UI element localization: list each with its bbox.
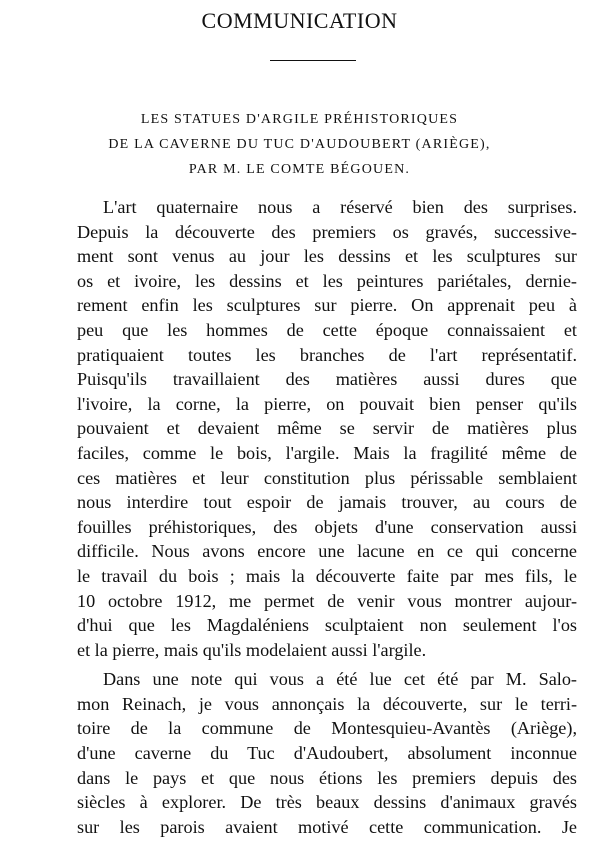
text-line: difficile. Nous avons encore une lacune en ce qui concerne [77, 541, 577, 562]
text-line: sur les parois avaient motivé cette communication. Je [77, 816, 577, 837]
article-body [77, 195, 577, 839]
text-line: fouilles préhistoriques, des objets d'une conservation aussi [77, 516, 577, 537]
article-subtitle [0, 107, 599, 182]
paragraph-2 [77, 667, 577, 839]
page-title: COMMUNICATION [201, 8, 398, 33]
text-line: toire de la commune de Montesquieu-Avantès (Ariège), [77, 718, 577, 739]
text-line: nous interdire tout espoir de jamais trouver, au cours de [77, 492, 577, 513]
text-line: pouvaient et devaient même se servir de matières plus [77, 418, 577, 439]
text-line: l'ivoire, la corne, la pierre, on pouvait bien penser qu'ils [77, 393, 577, 414]
text-line: os et ivoire, les dessins et les peintures pariétales, dernie- [77, 270, 577, 291]
text-line: peu que les hommes de cette époque connaissaient et [77, 319, 577, 340]
text-line: pratiquaient toutes les branches de l'art représentatif. [77, 344, 577, 365]
text-line: Depuis la découverte des premiers os gravés, successive- [77, 221, 577, 242]
text-line: Puisqu'ils travaillaient des matières aussi dures que [77, 369, 577, 390]
paragraph-1 [77, 195, 577, 662]
text-line: L'art quaternaire nous a réservé bien des surprises. [103, 197, 577, 217]
text-line: ces matières et leur constitution plus périssable semblaient [77, 467, 577, 488]
text-line: dans le pays et que nous étions les premiers depuis des [77, 767, 577, 788]
text-line: rement enfin les sculptures sur pierre. On apprenait peu à [77, 295, 577, 316]
text-line: le travail du bois ; mais la découverte faite par mes fils, le [77, 565, 577, 586]
text-line: Dans une note qui vous a été lue cet été par M. Salo- [103, 669, 577, 690]
text-line: et la pierre, mais qu'ils modelaient aussi l'argile. [77, 639, 427, 660]
subtitle-line: PAR M. LE COMTE BÉGOUEN. [188, 162, 411, 177]
title-rule [270, 60, 356, 61]
subtitle-line: DE LA CAVERNE DU TUC D'AUDOUBERT (ARIÈGE), [108, 137, 491, 152]
subtitle-line: LES STATUES D'ARGILE PRÉHISTORIQUES [140, 112, 459, 127]
text-line: d'une caverne du Tuc d'Audoubert, absolument inconnue [77, 743, 577, 764]
text-line: mon Reinach, je vous annonçais la découverte, sur le terri- [77, 693, 577, 714]
text-line: d'hui que les Magdaléniens sculptaient non seulement l'os [77, 615, 577, 636]
text-line: siècles à explorer. De très beaux dessins d'animaux gravés [77, 792, 577, 813]
text-line: faciles, comme le bois, l'argile. Mais la fragilité même de [77, 442, 577, 463]
text-line: ment sont venus au jour les dessins et les sculptures sur [77, 246, 577, 267]
text-line: 10 octobre 1912, me permet de venir vous montrer aujour- [77, 590, 577, 611]
